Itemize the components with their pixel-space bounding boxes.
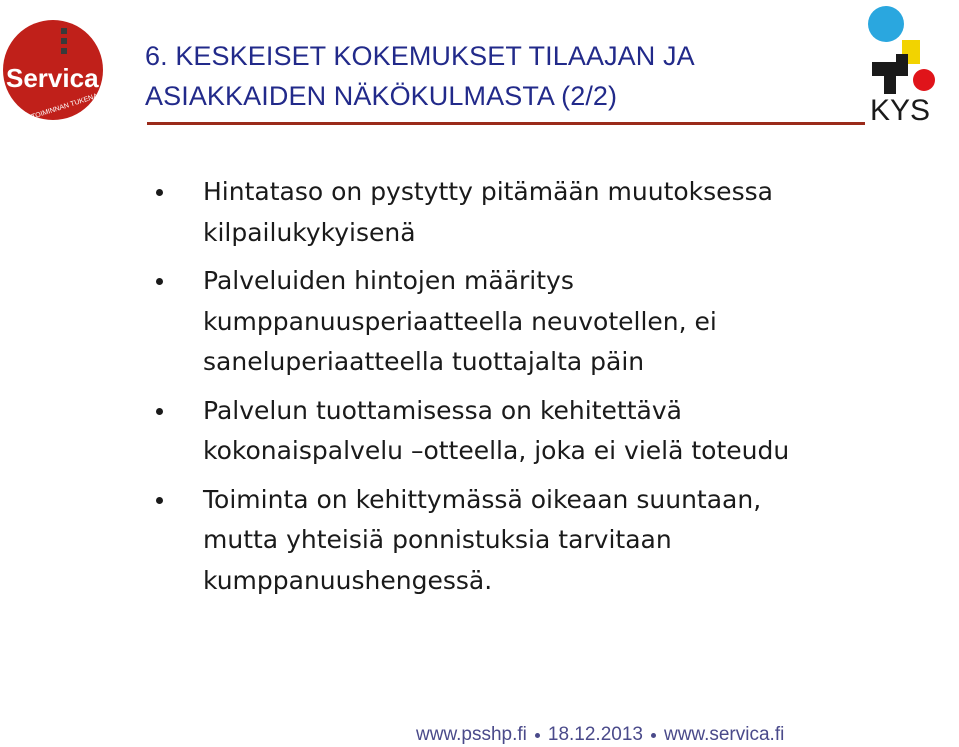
footer-separator-icon <box>535 733 540 738</box>
servica-logo-tagline: TOIMINNAN TUKENA <box>30 92 99 121</box>
bullet-text-line: Hintataso on pystytty pitämään muutoksessa <box>203 177 773 206</box>
kys-logo-blue <box>868 6 904 42</box>
footer-link-servica[interactable]: www.servica.fi <box>663 724 785 745</box>
bullet-text-line: Palveluiden hintojen määritys <box>203 266 574 295</box>
bullet-text-line: kumppanuushengessä. <box>203 565 493 595</box>
title-underline <box>147 122 865 125</box>
bullet-item <box>150 480 920 602</box>
bullet-item <box>150 172 920 253</box>
bullet-text-line: mutta yhteisiä ponnistuksia tarvitaan <box>203 525 672 554</box>
bullet-text-line: Toiminta on kehittymässä oikeaan suuntaan, <box>203 484 762 514</box>
footer-link-psshp[interactable]: www.psshp.fi <box>416 724 527 745</box>
bullet-dot-icon <box>156 189 163 196</box>
bullet-item <box>150 261 920 383</box>
kys-logo <box>862 2 958 126</box>
servica-logo <box>0 14 110 124</box>
bullet-dot-icon <box>156 278 163 285</box>
kys-logo-cross <box>872 54 908 94</box>
bullet-dot-icon <box>156 408 163 415</box>
footer-separator-icon <box>651 733 656 738</box>
bullet-text-line: kokonaispalvelu –otteella, joka ei vielä toteudu <box>203 436 790 465</box>
bullet-text-line: kilpailukykyisenä <box>203 217 416 247</box>
bullet-text-line: saneluperiaatteella tuottajalta päin <box>203 347 645 376</box>
kys-logo-text: KYS <box>870 94 931 126</box>
footer-date: 18.12.2013 <box>547 724 643 745</box>
slide-title-line-2: ASIAKKAIDEN NÄKÖKULMASTA (2/2) <box>145 81 618 111</box>
slide-footer <box>416 723 784 747</box>
bullet-item <box>150 391 920 472</box>
bullet-list <box>150 172 920 609</box>
kys-logo-red <box>913 69 935 91</box>
bullet-text-line: Palvelun tuottamisessa on kehitettävä <box>203 395 682 425</box>
servica-logo-text: Servica <box>6 63 99 93</box>
bullet-dot-icon <box>156 497 163 504</box>
slide-title <box>145 36 695 116</box>
bullet-text-line: kumppanuusperiaatteella neuvotellen, ei <box>203 306 717 336</box>
slide-title-line-1: 6. KESKEISET KOKEMUKSET TILAAJAN JA <box>145 41 695 71</box>
